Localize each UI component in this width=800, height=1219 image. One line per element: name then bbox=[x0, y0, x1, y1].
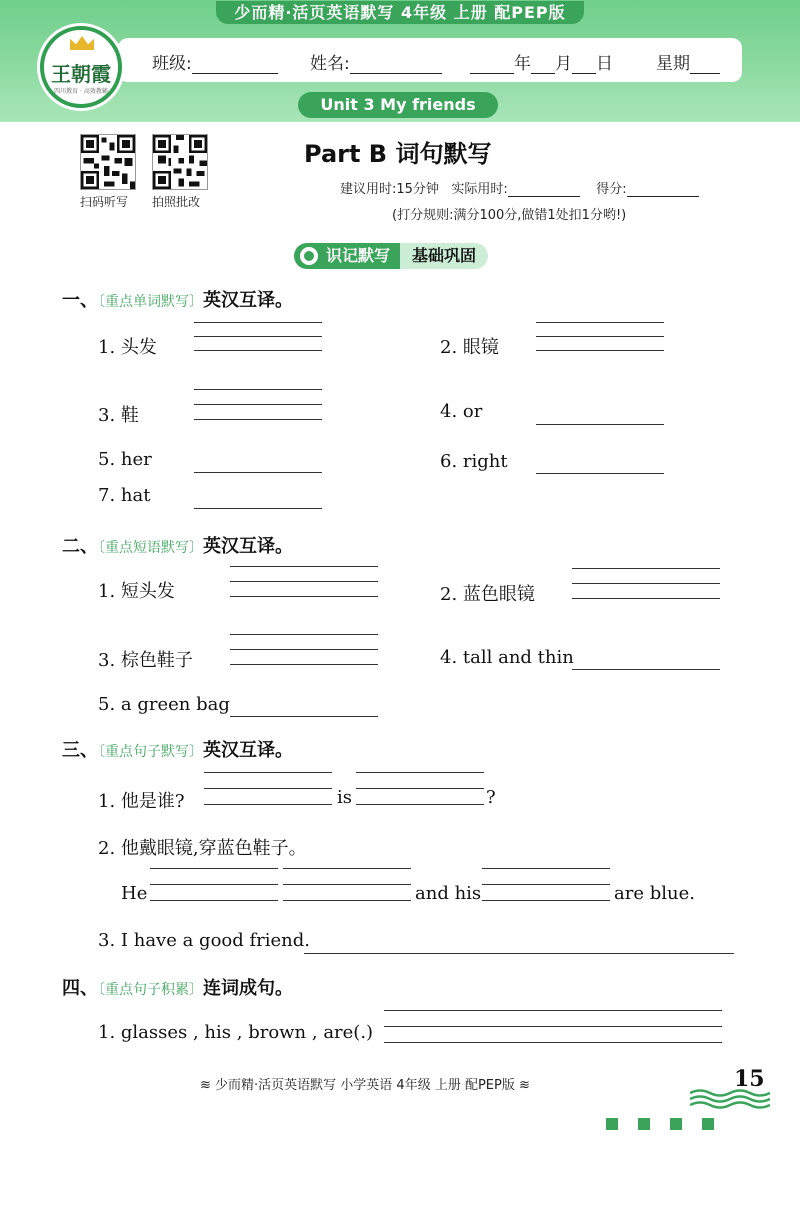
unit-title: Unit 3 My friends bbox=[298, 92, 498, 118]
q3-word-is: is bbox=[337, 787, 352, 808]
q2-answer-1[interactable] bbox=[230, 581, 378, 582]
q3-answer-2b[interactable] bbox=[283, 884, 411, 885]
q1-answer-2[interactable] bbox=[536, 336, 664, 337]
time-score-line: 建议用时:15分钟 实际用时: 得分: bbox=[340, 178, 699, 197]
q3-answer-3[interactable] bbox=[304, 953, 734, 954]
weekday-field[interactable]: 星期 bbox=[656, 49, 720, 74]
q1-item-2: 2. 眼镜 bbox=[440, 337, 499, 358]
deco-square bbox=[638, 1118, 650, 1130]
q3-word-and-his: and his bbox=[415, 883, 482, 904]
deco-square bbox=[606, 1118, 618, 1130]
q1-item-5: 5. her bbox=[98, 449, 152, 470]
q1-item-3: 3. 鞋 bbox=[98, 405, 139, 426]
q2-item-1: 1. 短头发 bbox=[98, 581, 175, 602]
q1-answer-7[interactable] bbox=[194, 508, 322, 509]
medal-icon bbox=[300, 247, 318, 265]
q1-answer-4[interactable] bbox=[536, 424, 664, 425]
q2-item-2: 2. 蓝色眼镜 bbox=[440, 584, 535, 605]
page-title: Part B 词句默写 bbox=[304, 140, 492, 168]
date-field[interactable]: 年 月 日 bbox=[470, 49, 613, 74]
q3-answer-1b[interactable] bbox=[356, 788, 484, 789]
footer-series: ≋ 少而精·活页英语默写 小学英语 4年级 上册 配PEP版 ≋ bbox=[200, 1078, 530, 1093]
section-badge: 识记默写 基础巩固 bbox=[294, 243, 488, 269]
q3-word-are-blue: are blue. bbox=[614, 883, 695, 904]
q3-item-2: 2. 他戴眼镜,穿蓝色鞋子。 bbox=[98, 838, 307, 859]
q2-answer-4[interactable] bbox=[572, 669, 720, 670]
photo-label: 拍照批改 bbox=[152, 195, 201, 209]
q4-item-1: 1. glasses , his , brown , are(.) bbox=[98, 1022, 374, 1043]
wave-decoration-icon bbox=[690, 1088, 770, 1110]
class-field[interactable]: 班级: bbox=[152, 49, 278, 74]
q1-answer-1[interactable] bbox=[194, 336, 322, 337]
deco-square bbox=[702, 1118, 714, 1130]
series-title: 少而精·活页英语默写 4年级 上册 配PEP版 bbox=[0, 0, 800, 26]
scan-qr-icon[interactable] bbox=[80, 134, 136, 190]
q2-answer-2[interactable] bbox=[572, 583, 720, 584]
name-field[interactable]: 姓名: bbox=[310, 49, 442, 74]
q3-answer-1a[interactable] bbox=[204, 788, 332, 789]
q3-answer-2c[interactable] bbox=[482, 884, 610, 885]
student-info-bar bbox=[118, 38, 742, 82]
question-4-heading: 四、〔重点句子积累〕连词成句。 bbox=[62, 978, 293, 999]
q3-word-he: He bbox=[121, 883, 148, 904]
photo-qr-icon[interactable] bbox=[152, 134, 208, 190]
q4-answer-1[interactable] bbox=[384, 1026, 722, 1027]
q2-item-5: 5. a green bag bbox=[98, 694, 230, 715]
scoring-rule: (打分规则:满分100分,做错1处扣1分哟!) bbox=[392, 208, 627, 223]
page-number: 15 bbox=[734, 1066, 765, 1092]
q1-item-6: 6. right bbox=[440, 451, 508, 472]
q3-question-mark: ? bbox=[486, 787, 496, 808]
q1-item-7: 7. hat bbox=[98, 485, 151, 506]
q2-item-4: 4. tall and thin bbox=[440, 647, 574, 668]
scan-label: 扫码听写 bbox=[80, 195, 129, 209]
q1-answer-6[interactable] bbox=[536, 473, 664, 474]
crown-icon bbox=[70, 36, 94, 50]
question-3-heading: 三、〔重点句子默写〕英汉互译。 bbox=[62, 740, 293, 761]
q1-answer-3[interactable] bbox=[194, 404, 322, 405]
q3-answer-2a[interactable] bbox=[150, 884, 278, 885]
q2-answer-5[interactable] bbox=[230, 716, 378, 717]
q2-item-3: 3. 棕色鞋子 bbox=[98, 650, 193, 671]
q3-item-1: 1. 他是谁? bbox=[98, 791, 185, 812]
q1-item-1: 1. 头发 bbox=[98, 337, 157, 358]
q1-answer-5[interactable] bbox=[194, 472, 322, 473]
deco-square bbox=[670, 1118, 682, 1130]
question-1-heading: 一、〔重点单词默写〕英汉互译。 bbox=[62, 290, 293, 311]
question-2-heading: 二、〔重点短语默写〕英汉互译。 bbox=[62, 536, 293, 557]
q3-item-3: 3. I have a good friend. bbox=[98, 930, 311, 951]
q1-item-4: 4. or bbox=[440, 401, 483, 422]
brand-logo: 王朝霞 四川教育 · 高效教辅 bbox=[40, 26, 122, 108]
q2-answer-3[interactable] bbox=[230, 649, 378, 650]
